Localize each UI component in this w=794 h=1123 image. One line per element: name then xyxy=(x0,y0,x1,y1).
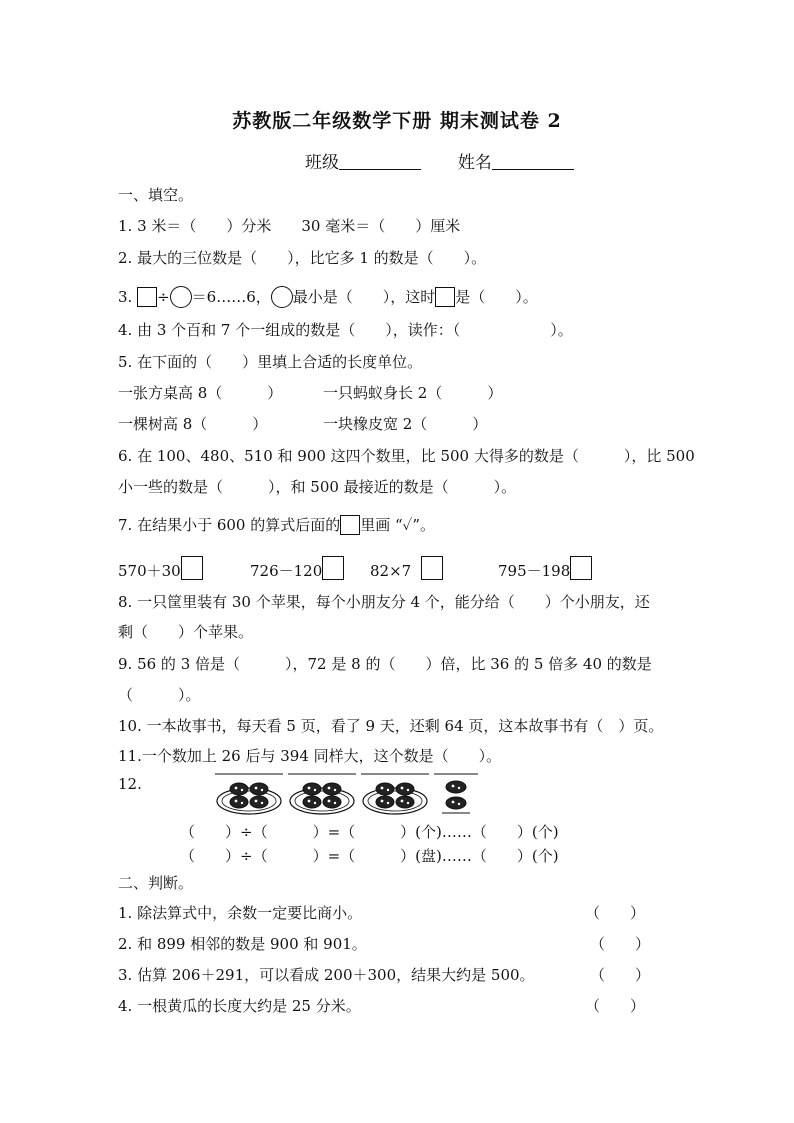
judge-2-blank[interactable]: （ ） xyxy=(590,935,651,953)
question-4: 4. 由 3 个百和 7 个一组成的数是（ ），读作：（ ）。 xyxy=(118,321,573,339)
q7-expr-1: 570＋30 xyxy=(118,556,203,581)
page-title: 苏教版二年级数学下册 期末测试卷 2 xyxy=(232,110,562,132)
question-6-line-1: 6. 在 100、480、510 和 900 这四个数里，比 500 大得多的数是（ ），比 500 xyxy=(118,447,695,465)
question-11: 11.一个数加上 26 后与 394 同样大，这个数是（ ）。 xyxy=(118,747,502,765)
question-8-line-1: 8. 一只筐里装有 30 个苹果，每个小朋友分 4 个，能分给（ ）个小朋友，还 xyxy=(118,593,650,611)
buns-remainder-icon xyxy=(434,773,478,819)
plate-of-buns-icon xyxy=(215,773,283,819)
class-label: 班级 xyxy=(305,153,339,173)
q12-equation-2: （ ）÷（ ）=（ ）(盘)……（ ）(个) xyxy=(180,847,559,865)
dividend-square xyxy=(137,287,157,307)
name-blank[interactable] xyxy=(492,152,574,170)
judge-4-blank[interactable]: （ ） xyxy=(585,997,646,1015)
q12-equation-1: （ ）÷（ ）=（ ）(个)……（ ）(个) xyxy=(180,823,559,841)
question-9-line-2: （ ）。 xyxy=(118,686,201,704)
judge-2-text: 2. 和 899 相邻的数是 900 和 901。 xyxy=(118,935,367,953)
q7-expr-3: 82×7 xyxy=(370,556,443,580)
question-1: 1. 3 米＝（ ）分米 30 毫米＝（ ）厘米 xyxy=(118,217,461,235)
q5-item-eraser: 一块橡皮宽 2（ ） xyxy=(323,415,488,433)
judge-1-text: 1. 除法算式中，余数一定要比商小。 xyxy=(118,904,363,922)
plate-of-buns-icon xyxy=(288,773,356,819)
class-blank[interactable] xyxy=(339,152,421,170)
q5-item-table: 一张方桌高 8（ ） xyxy=(118,384,283,402)
divisor-circle-ref xyxy=(271,286,293,308)
section-fill-blank: 一、填空。 xyxy=(118,186,194,204)
question-10: 10. 一本故事书，每天看 5 页，看了 9 天，还剩 64 页，这本故事书有（ ）页。 xyxy=(118,717,664,735)
judge-4-text: 4. 一根黄瓜的长度大约是 25 分米。 xyxy=(118,997,361,1015)
q7-expr-4: 795－198 xyxy=(498,556,592,581)
q5-item-tree: 一棵树高 8（ ） xyxy=(118,415,268,433)
section-true-false: 二、判断。 xyxy=(118,874,194,892)
question-5: 5. 在下面的（ ）里填上合适的长度单位。 xyxy=(118,353,423,371)
check-square-ref xyxy=(340,515,360,535)
q7-check-box-4[interactable] xyxy=(570,556,592,580)
question-8-line-2: 剩（ ）个苹果。 xyxy=(118,623,254,641)
judge-3-blank[interactable]: （ ） xyxy=(590,966,651,984)
plate-of-buns-icon xyxy=(361,773,429,819)
divisor-circle xyxy=(170,286,192,308)
question-7: 7. 在结果小于 600 的算式后面的 里画 “✓”。 xyxy=(118,516,436,534)
q7-check-box-2[interactable] xyxy=(322,556,344,580)
q5-item-ant: 一只蚂蚁身长 2（ ） xyxy=(323,384,503,402)
q7-check-box-1[interactable] xyxy=(181,556,203,580)
question-2: 2. 最大的三位数是（ ），比它多 1 的数是（ ）。 xyxy=(118,249,487,267)
question-3: 3. ÷ ＝6……6， 最小是（ ），这时 是（ ）。 xyxy=(118,288,538,306)
question-9-line-1: 9. 56 的 3 倍是（ ），72 是 8 的（ ）倍，比 36 的 5 倍多 40 的数是 xyxy=(118,655,652,673)
q7-expr-2: 726－120 xyxy=(250,556,344,581)
question-6-line-2: 小一些的数是（ ），和 500 最接近的数是（ ）。 xyxy=(118,478,517,496)
q7-check-box-3[interactable] xyxy=(421,556,443,580)
name-label: 姓名 xyxy=(457,153,492,173)
dividend-square-ref xyxy=(435,287,455,307)
judge-3-text: 3. 估算 206＋291，可以看成 200＋300，结果大约是 500。 xyxy=(118,966,535,984)
question-12: 12. xyxy=(118,775,142,793)
student-info xyxy=(305,148,574,173)
judge-1-blank[interactable]: （ ） xyxy=(585,904,646,922)
